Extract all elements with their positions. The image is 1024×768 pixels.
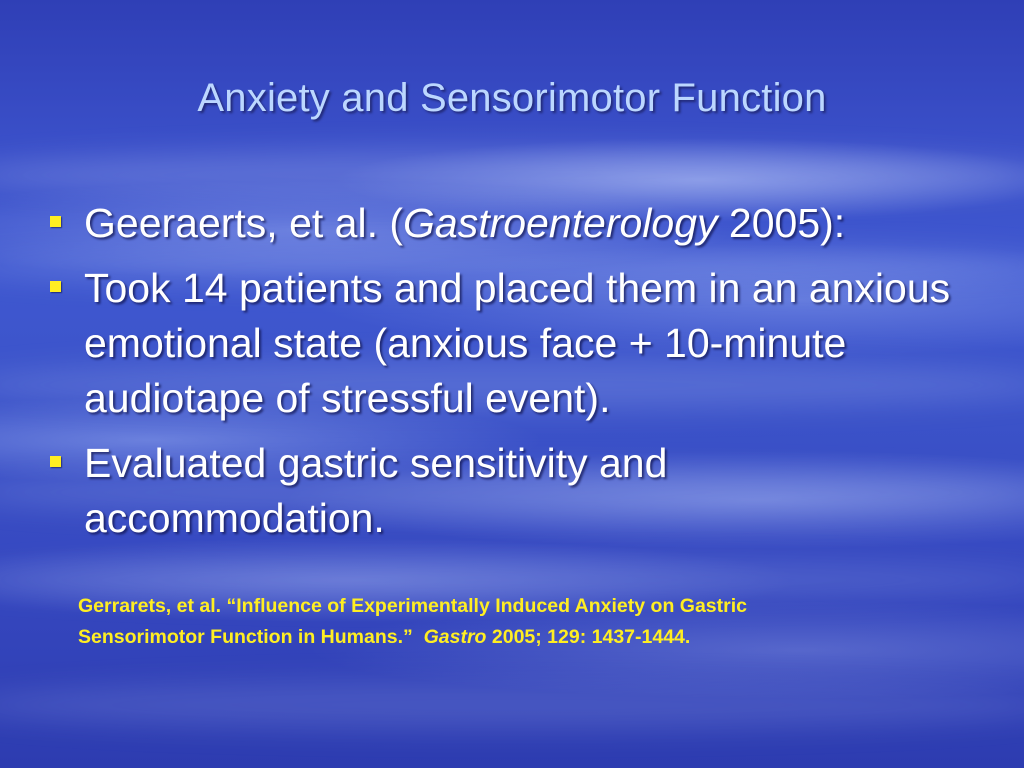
cloud-band <box>0 680 1024 730</box>
slide-title: Anxiety and Sensorimotor Function <box>197 76 827 120</box>
journal-name: Gastroenterology <box>403 200 718 246</box>
citation-journal: Gastro <box>423 626 487 648</box>
citation-text-after: 2005; 129: 1437-1444. <box>486 626 691 648</box>
bullet-text: Took 14 patients and placed them in an anxious emotional state (anxious face + 10-minute audiotape of stressful event). <box>84 265 951 421</box>
bullet-item-method <box>46 261 976 426</box>
citation-line-2 <box>78 622 978 653</box>
citation-line-1: Gerrarets, et al. “Influence of Experimentally Induced Anxiety on Gastric <box>78 595 747 617</box>
yellow-square-bullet-icon <box>50 456 61 467</box>
bullet-text: Evaluated gastric sensitivity and accommodation. <box>84 440 668 541</box>
yellow-square-bullet-icon <box>50 216 61 227</box>
bullet-text-after: 2005): <box>717 200 846 246</box>
citation <box>78 591 978 653</box>
yellow-square-bullet-icon <box>50 281 61 292</box>
bullet-item-evaluation <box>46 436 976 546</box>
bullet-text-before: Geeraerts, et al. ( <box>84 200 404 246</box>
bullet-list <box>46 196 976 556</box>
citation-text-before: Sensorimotor Function in Humans.” <box>78 626 424 648</box>
bullet-item-study <box>46 196 976 251</box>
cloud-band <box>0 150 1024 200</box>
